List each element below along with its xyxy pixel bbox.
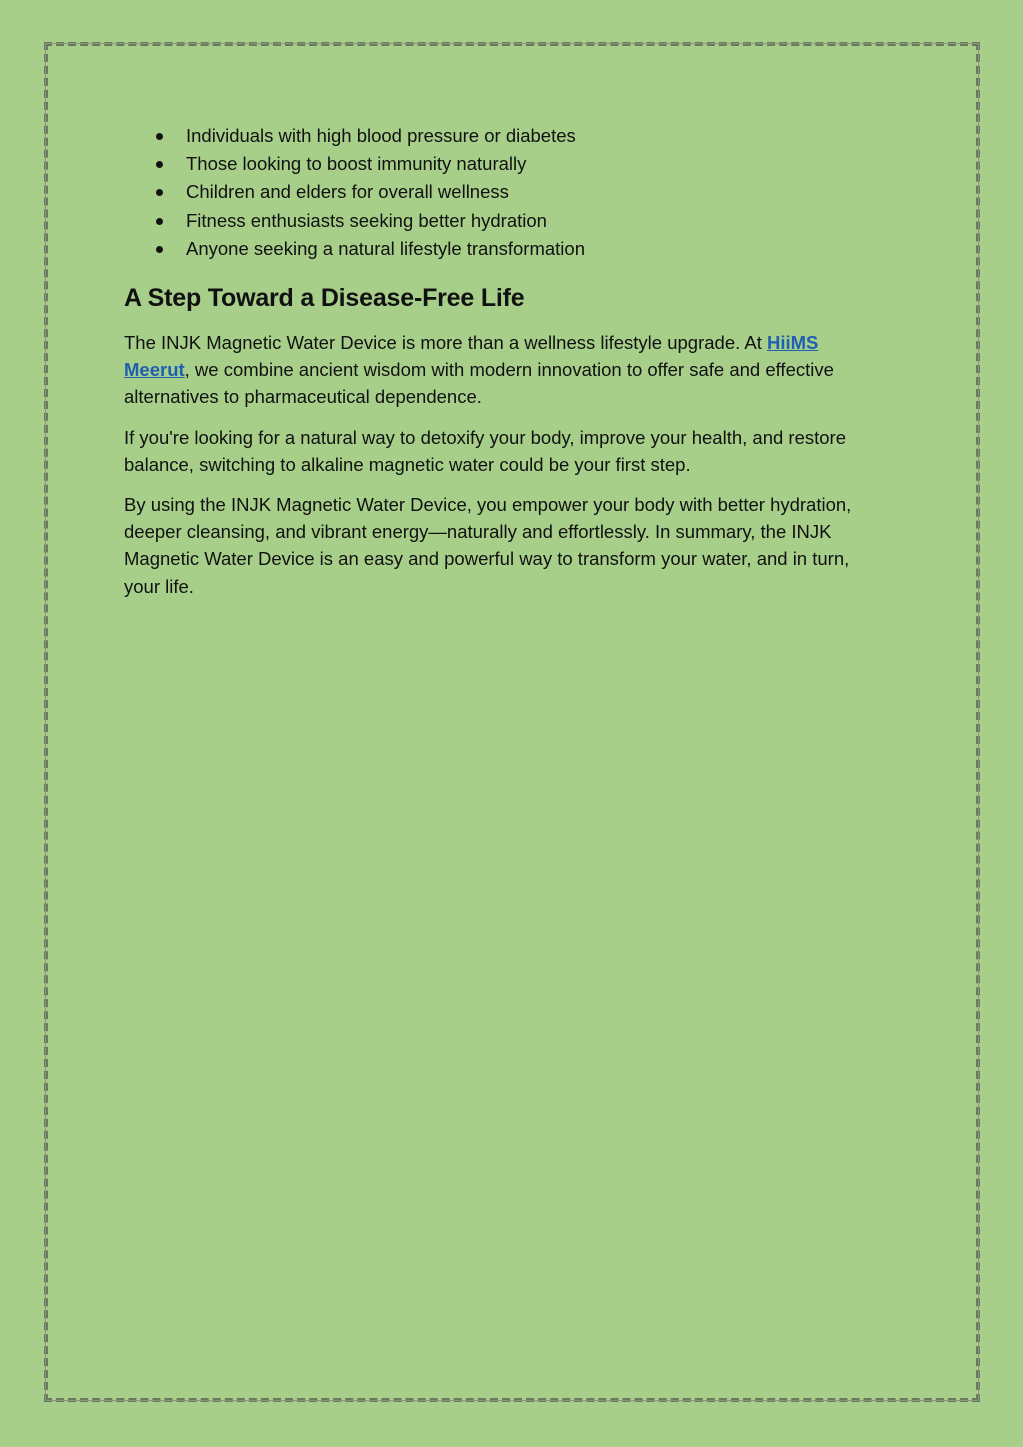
list-item-text: Individuals with high blood pressure or diabetes (186, 125, 576, 146)
paragraph-text-before-link: The INJK Magnetic Water Device is more than a wellness lifestyle upgrade. At (124, 331, 767, 353)
list-item (124, 122, 884, 150)
list-item (124, 207, 884, 235)
list-item (124, 235, 884, 263)
list-item-text: Fitness enthusiasts seeking better hydration (186, 209, 547, 231)
detox-paragraph: If you're looking for a natural way to detoxify your body, improve your health, and restore balance, switching to alkaline magnetic water could be your first step. (124, 426, 846, 475)
bullet-icon (156, 161, 163, 168)
list-item (124, 178, 884, 206)
document-content (124, 122, 884, 600)
bullet-icon (156, 218, 163, 225)
audience-list (124, 122, 884, 263)
list-item-text: Anyone seeking a natural lifestyle transformation (186, 237, 585, 259)
bullet-icon (156, 189, 163, 196)
hiims-meerut-link[interactable]: HiiMS Meerut (124, 331, 819, 381)
bullet-icon (156, 133, 163, 140)
bullet-icon (156, 246, 163, 253)
section-heading: A Step Toward a Disease-Free Life (124, 283, 525, 312)
paragraph-text-after-link: , we combine ancient wisdom with modern innovation to offer safe and effective alternatives to pharmaceutical dependence. (124, 359, 834, 408)
intro-paragraph (124, 329, 884, 411)
list-item-text: Children and elders for overall wellness (186, 181, 509, 203)
summary-paragraph: By using the INJK Magnetic Water Device, you empower your body with better hydration, deeper cleansing, and vibrant energy—naturally and effortlessly. In summary, the INJK Magnetic Water Device is an easy and powerful way to transform your water, and in turn, your life. (124, 493, 852, 597)
list-item-text: Those looking to boost immunity naturally (186, 153, 527, 175)
list-item (124, 150, 884, 178)
